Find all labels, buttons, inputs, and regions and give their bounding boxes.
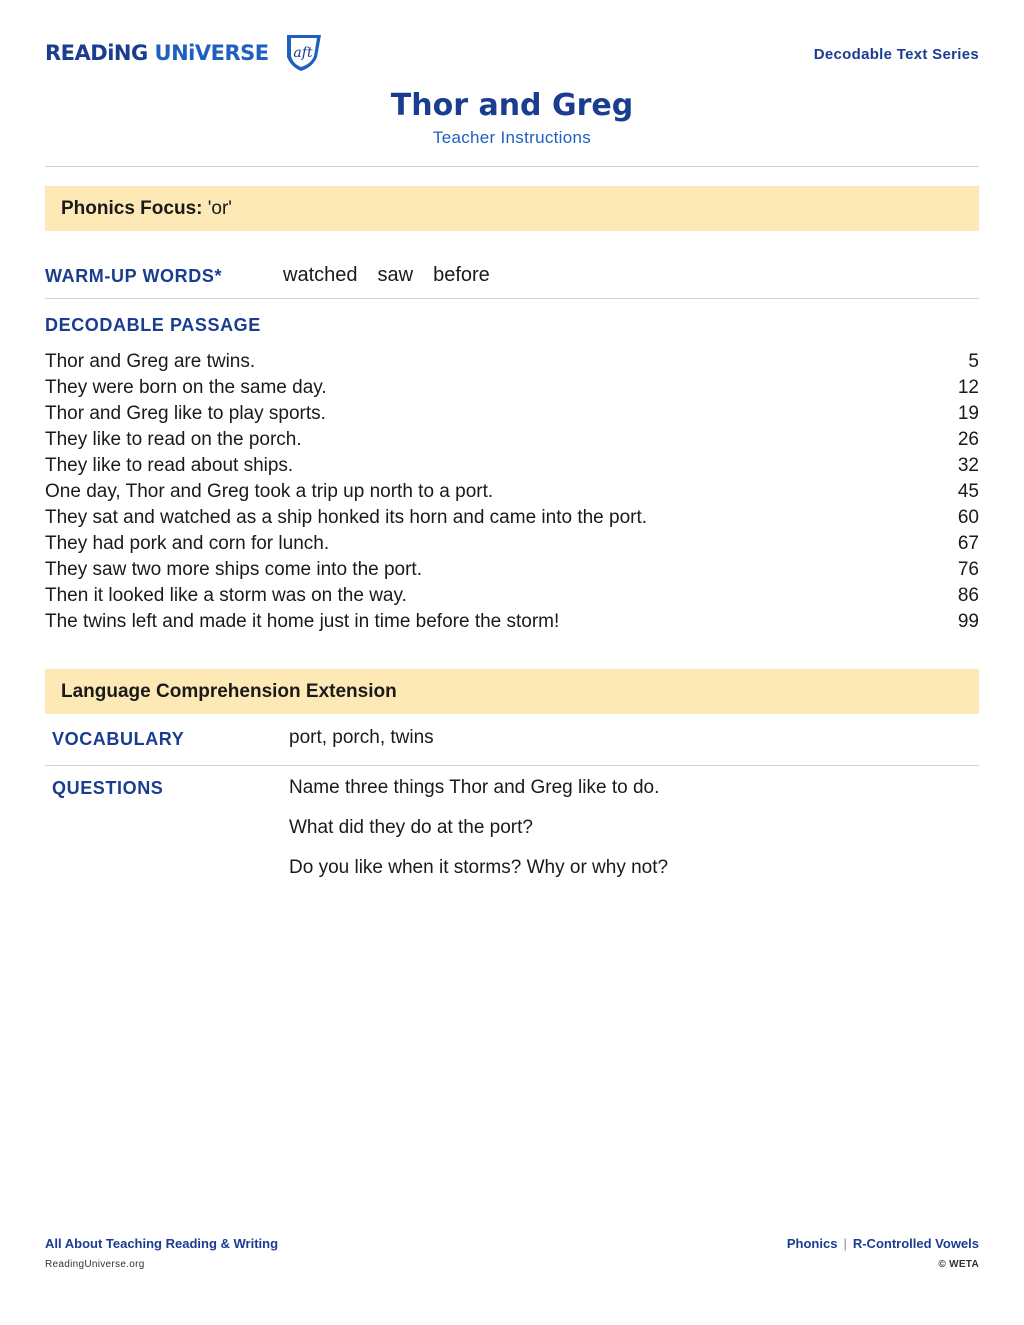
word-count: 19: [957, 403, 979, 424]
passage-line: They were born on the same day. 12: [45, 375, 979, 401]
passage-line: They like to read about ships. 32: [45, 453, 979, 479]
passage-line: One day, Thor and Greg took a trip up north to a port. 45: [45, 479, 979, 505]
warmup-divider: [45, 298, 979, 299]
passage-label: DECODABLE PASSAGE: [45, 315, 261, 335]
question-item: What did they do at the port?: [289, 817, 533, 838]
footer-link-phonics[interactable]: Phonics: [786, 1236, 838, 1251]
warmup-word: saw: [377, 264, 414, 286]
page-subtitle: Teacher Instructions: [432, 128, 592, 147]
logo-wordmark: READiNG UNiVERSE: [45, 41, 269, 65]
comprehension-band: [45, 669, 979, 714]
footer-topic-links: [787, 1236, 979, 1251]
series-label: Decodable Text Series: [813, 46, 979, 63]
page-title: Thor and Greg: [390, 88, 634, 123]
word-count: 86: [957, 585, 979, 606]
word-count: 45: [957, 481, 979, 502]
word-count: 76: [957, 559, 979, 580]
passage-line: They sat and watched as a ship honked its horn and came into the port. 60: [45, 505, 979, 531]
footer-link-r-controlled-vowels[interactable]: R-Controlled Vowels: [852, 1236, 979, 1251]
question-item: Name three things Thor and Greg like to do.: [289, 777, 660, 798]
passage-line: The twins left and made it home just in time before the storm! 99: [45, 609, 979, 635]
phonics-focus: [61, 198, 232, 220]
word-count: 26: [957, 429, 979, 450]
passage-line: Thor and Greg like to play sports. 19: [45, 401, 979, 427]
word-count: 60: [957, 507, 979, 528]
reading-universe-logo[interactable]: [45, 33, 323, 73]
decodable-passage: [45, 349, 979, 635]
word-count: 12: [957, 377, 979, 398]
vocabulary-words: port, porch, twins: [289, 727, 434, 748]
phonics-focus-value: 'or': [207, 198, 232, 219]
warmup-words: [283, 264, 490, 287]
vocabulary-divider: [45, 765, 979, 766]
questions-list: [289, 776, 668, 896]
passage-line: They had pork and corn for lunch. 67: [45, 531, 979, 557]
header-divider: [45, 166, 979, 167]
warmup-word: watched: [283, 264, 358, 286]
footer-tagline: All About Teaching Reading & Writing: [45, 1236, 279, 1251]
passage-line: They saw two more ships come into the port. 76: [45, 557, 979, 583]
questions-label: QUESTIONS: [52, 778, 164, 798]
phonics-focus-band: [45, 186, 979, 231]
word-count: 67: [957, 533, 979, 554]
word-count: 32: [957, 455, 979, 476]
question-item: Do you like when it storms? Why or why not?: [289, 857, 669, 878]
warmup-word: before: [433, 264, 490, 286]
comprehension-heading: Language Comprehension Extension: [61, 681, 397, 702]
passage-line: They like to read on the porch. 26: [45, 427, 979, 453]
phonics-focus-label: Phonics Focus:: [61, 198, 203, 219]
aft-shield-icon: [281, 33, 323, 73]
warmup-label: WARM-UP WORDS*: [45, 266, 223, 286]
passage-line: Thor and Greg are twins. 5: [45, 349, 979, 375]
footer-separator: |: [843, 1236, 847, 1251]
passage-line: Then it looked like a storm was on the way. 86: [45, 583, 979, 609]
footer-url[interactable]: ReadingUniverse.org: [45, 1259, 145, 1270]
word-count: 5: [968, 351, 979, 372]
word-count: 99: [957, 611, 979, 632]
logo-badge-text: aft: [293, 45, 313, 61]
vocabulary-label: VOCABULARY: [52, 729, 185, 749]
footer-copyright: © WETA: [938, 1259, 979, 1270]
